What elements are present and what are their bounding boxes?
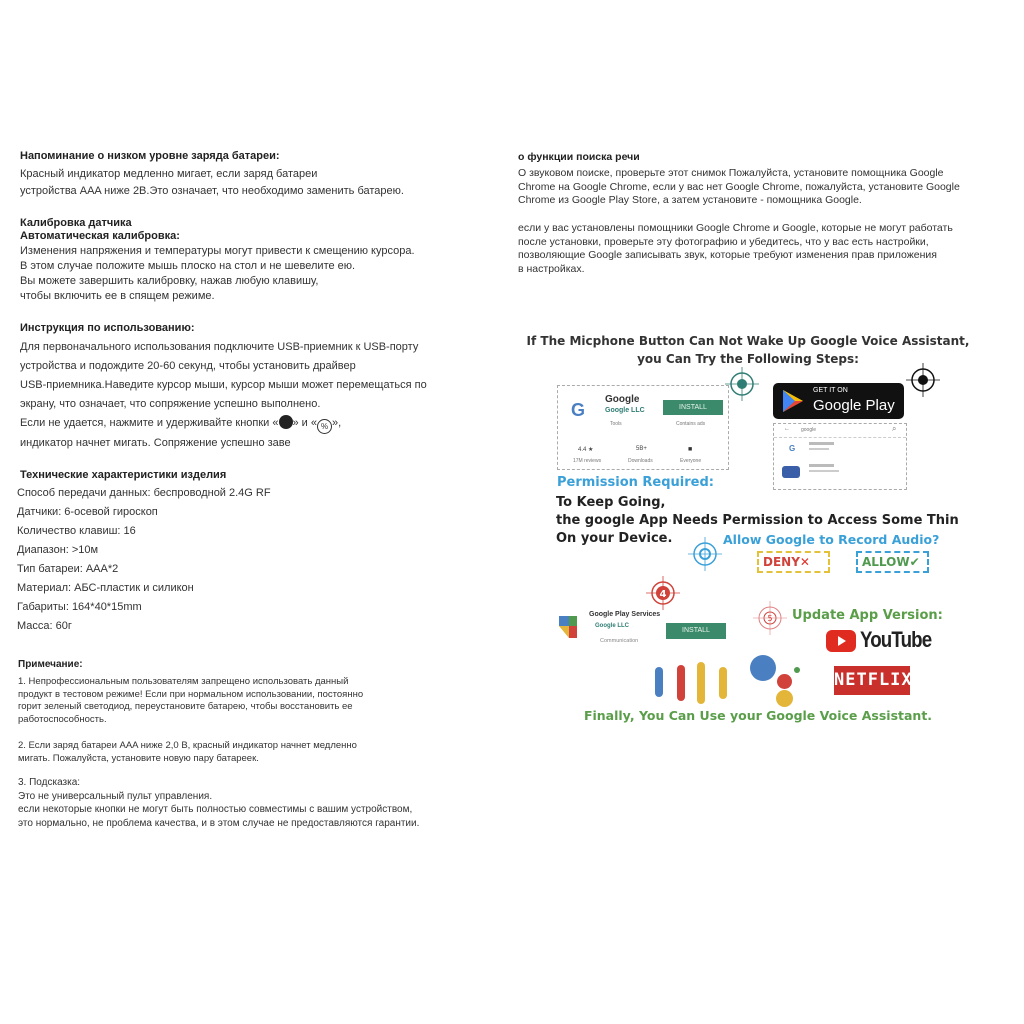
battery-text: Красный индикатор медленно мигает, если заряд батареи устройства AAA ниже 2В.Это означает, что необходимо заменить батарею. xyxy=(20,168,404,197)
allow-button[interactable]: ALLOW✔ xyxy=(856,551,929,573)
step-4-target-icon xyxy=(646,576,680,610)
app-rating: 4.4 ★ xyxy=(578,447,594,453)
assistant-bar-yellow xyxy=(697,662,705,704)
specs-title: Технические характеристики изделия xyxy=(20,469,227,481)
usage-line: экрану, что означает, что сопряжение успешно выполнено. xyxy=(20,398,321,410)
services-developer: Google LLC xyxy=(595,623,629,629)
youtube-logo xyxy=(826,630,856,652)
search-results-card xyxy=(773,423,907,490)
guide-heading: If The Micphone Button Can Not Wake Up Google Voice Assistant, you Can Try the Following Steps: xyxy=(526,334,970,366)
step-1-target-icon xyxy=(725,367,759,401)
search-query: google xyxy=(801,427,817,433)
usage-line-buttons: Если не удается, нажмите и удерживайте кнопки « » и « % », xyxy=(20,414,427,434)
usage-line: устройства и подождите 20-60 секунд, чтобы установить драйвер xyxy=(20,360,356,372)
google-app-card xyxy=(557,385,729,470)
calibration-text: Изменения напряжения и температуры могут привести к смещению курсора. В этом случае положите мышь плоско на стол и не шевелите ею. Вы можете завершить калибровку, нажав любую клавишу, чтобы включить ее в спящем режиме. xyxy=(20,245,415,302)
pairing-button-icon xyxy=(279,415,293,429)
specs-list xyxy=(17,484,271,636)
note-2: 2. Если заряд батареи AAA ниже 2,0 В, красный индикатор начнет медленно мигать. Пожалуйста, установите новую пару батареек. xyxy=(18,740,357,764)
services-category: Communication xyxy=(600,638,639,644)
final-message: Finally, You Can Use your Google Voice Assistant. xyxy=(583,708,933,723)
google-play-badge[interactable] xyxy=(773,383,904,419)
spec-item: Габариты: 164*40*15mm xyxy=(17,601,142,613)
result-text-line xyxy=(809,442,834,445)
app-reviews: 17M reviews xyxy=(573,458,602,464)
content-rating: Everyone xyxy=(680,458,702,464)
back-arrow-icon[interactable]: ← xyxy=(784,426,790,432)
calibration-title: Калибровка датчика xyxy=(20,217,132,229)
spec-item: Материал: АБС-пластик и силикон xyxy=(17,582,194,594)
record-audio-question: Allow Google to Record Audio? xyxy=(723,532,940,547)
services-install-button[interactable]: INSTALL xyxy=(666,623,726,639)
assistant-dot-green xyxy=(794,667,800,673)
usage-line: Для первоначального использования подключите USB-приемник к USB-порту xyxy=(20,341,419,353)
app-downloads-label: Downloads xyxy=(628,458,653,464)
youtube-play-icon xyxy=(826,630,856,652)
update-app-title: Update App Version: xyxy=(792,608,943,623)
google-result-icon: G xyxy=(789,444,796,453)
step-5-number: 5 xyxy=(767,614,773,623)
calibration-subtitle: Автоматическая калибровка: xyxy=(20,230,180,242)
spec-item: Масса: 60г xyxy=(17,620,72,632)
services-name: Google Play Services xyxy=(589,611,661,618)
voice-search-para1: О звуковом поиске, проверьте этот снимок Пожалуйста, установите помощника Google Chrome на Google Chrome, если у вас нет Google Chrome, пожалуйста, установите Google Chrome из Google Play Store, а затем установите - помощника Google. xyxy=(518,167,960,206)
result-text-line xyxy=(809,448,829,450)
permission-title: Permission Required: xyxy=(557,475,714,490)
youtube-wordmark: YouTube xyxy=(860,627,932,652)
spec-item: Тип батареи: AAA*2 xyxy=(17,563,119,575)
usage-line: индикатор начнет мигать. Сопряжение успешно заве xyxy=(20,437,291,449)
app-ads: Contains ads xyxy=(676,421,706,427)
badge-bottom-text: Google Play xyxy=(813,397,895,414)
assistant-bar-red xyxy=(677,665,685,701)
usage-text xyxy=(20,338,427,453)
spec-item: Диапазон: >10м xyxy=(17,544,99,556)
app-downloads: 5B+ xyxy=(636,446,647,452)
content-rating-icon: ■ xyxy=(688,446,693,453)
app-name: Google xyxy=(605,394,640,405)
result-text-line xyxy=(809,464,834,467)
assistant-dot-red xyxy=(777,674,792,689)
assistant-dot-yellow xyxy=(776,690,793,707)
note-3: 3. Подсказка: Это не универсальный пульт управления. если некоторые кнопки не могут быть полностью совместимы с вашим устройством, это нормально, не проблема качества, и в этом случае не предоставляются гарантии. xyxy=(18,777,420,829)
assistant-bar-blue xyxy=(655,667,663,697)
spec-item: Количество клавиш: 16 xyxy=(17,525,136,537)
percent-button-icon: % xyxy=(317,419,332,434)
step-3-target-icon xyxy=(688,537,722,571)
step-4-number: 4 xyxy=(659,589,667,600)
notes-title: Примечание: xyxy=(18,659,83,670)
permission-text: To Keep Going, the google App Needs Permission to Access Some Thin On your Device. xyxy=(556,495,959,546)
battery-title: Напоминание о низком уровне заряда батареи: xyxy=(20,150,280,162)
badge-top-text: GET IT ON xyxy=(813,387,848,394)
step-2-target-icon xyxy=(906,363,940,397)
spec-item: Датчики: 6-осевой гироскоп xyxy=(17,506,158,518)
result-text-line xyxy=(809,470,839,472)
assistant-dot-blue xyxy=(750,655,776,681)
assistant-bar-yellow-2 xyxy=(719,667,727,699)
usage-title: Инструкция по использованию: xyxy=(20,322,195,334)
google-logo-icon: G xyxy=(571,400,586,420)
voice-search-title: о функции поиска речи xyxy=(518,151,640,163)
note-1: 1. Непрофессиональным пользователям запрещено использовать данный продукт в тестовом режиме! Если при нормальном использовании, постоянно горит зеленый светодиод, переустановите батарею, чтобы восстановить ее работоспособность. xyxy=(18,676,364,725)
play-services-icon xyxy=(557,614,581,640)
app-category: Tools xyxy=(610,421,622,427)
voice-search-para2: если у вас установлены помощники Google Chrome и Google, которые не могут работать после установки, проверьте эту фотографию и убедитесь, что у вас есть настройки, позволяющие Google записывать звук, которые требуют изменения прав приложения в настройках. xyxy=(518,222,953,275)
netflix-logo: NETFLIX xyxy=(834,666,910,695)
step-5-target-icon xyxy=(753,601,787,635)
search-icon[interactable]: ⌕ xyxy=(892,424,897,433)
check-icon: ✔ xyxy=(909,555,920,569)
app-developer: Google LLC xyxy=(605,407,645,414)
assistant-result-icon xyxy=(782,466,800,478)
spec-item: Способ передачи данных: беспроводной 2.4G RF xyxy=(17,487,271,499)
usage-line: USB-приемника.Наведите курсор мыши, курсор мыши может перемещаться по xyxy=(20,379,427,391)
cross-icon: ✕ xyxy=(799,555,810,569)
divider xyxy=(774,437,906,438)
play-store-icon xyxy=(783,390,803,412)
install-button[interactable]: INSTALL xyxy=(663,400,723,415)
deny-button[interactable]: DENY✕ xyxy=(757,551,830,573)
